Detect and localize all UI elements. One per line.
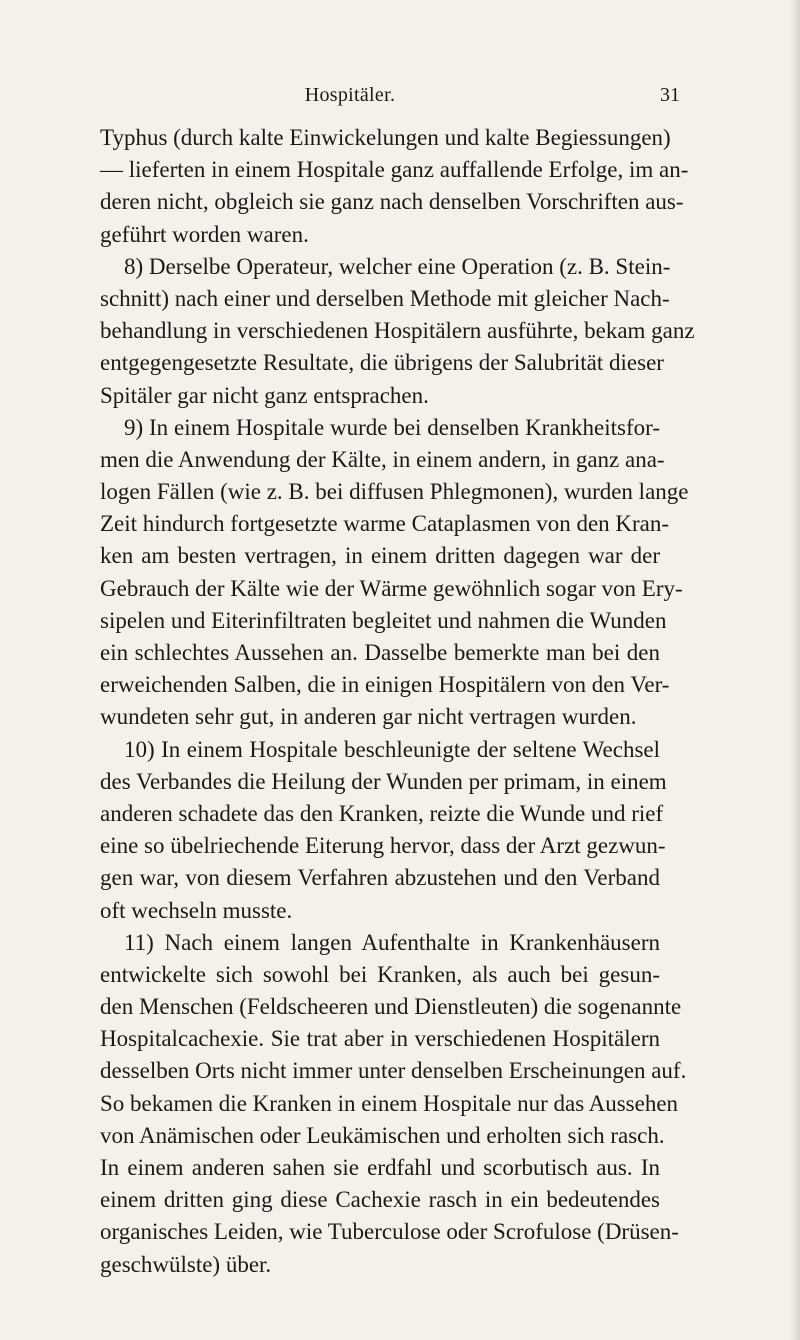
text-line: behandlung in verschiedenen Hospitälern ausführte, bekam ganz	[100, 318, 695, 344]
text-line: In einem anderen sahen sie erdfahl und scorbutisch aus. In	[100, 1155, 660, 1180]
text-line: desselben Orts nicht immer unter denselben Erscheinungen auf.	[100, 1058, 687, 1084]
text-line: — lieferten in einem Hospitale ganz auffallende Erfolge, im an-	[100, 157, 689, 183]
text-line: Gebrauch der Kälte wie der Wärme gewöhnlich sogar von Ery-	[100, 575, 683, 601]
text-line: von Anämischen oder Leukämischen und erholten sich rasch.	[100, 1122, 665, 1148]
text-line: anderen schadete das den Kranken, reizte die Wunde und rief	[100, 800, 664, 826]
text-line: Hospitalcachexie. Sie trat aber in verschiedenen Hospitälern	[100, 1026, 660, 1052]
text-line: schnitt) nach einer und derselben Methode mit gleicher Nach-	[100, 285, 670, 311]
text-line: oft wechseln musste.	[100, 897, 293, 923]
text-line: So bekamen die Kranken in einem Hospitale nur das Aussehen	[100, 1090, 679, 1116]
body-text	[100, 122, 695, 1281]
page-edge-shadow	[790, 0, 800, 1340]
running-head-title: Hospitäler.	[304, 84, 396, 106]
text-line: deren nicht, obgleich sie ganz nach denselben Vorschriften aus-	[100, 189, 684, 215]
text-line: organisches Leiden, wie Tuberculose oder Scrofulose (Drüsen-	[100, 1219, 679, 1245]
text-line: Spitäler gar nicht ganz entsprachen.	[100, 382, 429, 408]
text-line: geschwülste) über.	[100, 1251, 272, 1277]
text-line: einem dritten ging diese Cachexie rasch in ein bedeutendes	[100, 1187, 660, 1213]
text-line: sipelen und Eiterinfiltraten begleitet und nahmen die Wunden	[100, 607, 667, 633]
text-line: Zeit hindurch fortgesetzte warme Cataplasmen von den Kran-	[100, 511, 670, 537]
text-line: erweichenden Salben, die in einigen Hospitälern von den Ver-	[100, 672, 670, 698]
text-line: Typhus (durch kalte Einwickelungen und kalte Begiessungen)	[100, 125, 671, 150]
text-line: ein schlechtes Aussehen an. Dasselbe bemerkte man bei den	[100, 640, 660, 665]
text-line: eine so übelriechende Eiterung hervor, dass der Arzt gezwun-	[100, 833, 666, 859]
text-line: ken am besten vertragen, in einem dritten dagegen war der	[100, 543, 660, 569]
page-number: 31	[660, 84, 680, 106]
text-line: 10) In einem Hospitale beschleunigte der seltene Wechsel	[124, 736, 660, 762]
running-head	[0, 84, 800, 110]
text-line: den Menschen (Feldscheeren und Dienstleuten) die sogenannte	[100, 994, 682, 1020]
text-line: logen Fällen (wie z. B. bei diffusen Phlegmonen), wurden lange	[100, 479, 689, 505]
text-line: geführt worden waren.	[100, 221, 309, 247]
text-line: 9) In einem Hospitale wurde bei denselben Krankheitsfor-	[124, 414, 660, 440]
text-line: gen war, von diesem Verfahren abzustehen und den Verband	[100, 865, 660, 891]
text-line: 11) Nach einem langen Aufenthalte in Krankenhäusern	[124, 929, 660, 955]
text-line: des Verbandes die Heilung der Wunden per primam, in einem	[100, 768, 667, 794]
text-line: wundeten sehr gut, in anderen gar nicht vertragen wurden.	[100, 704, 637, 730]
text-line: entgegengesetzte Resultate, die übrigens der Salubrität dieser	[100, 350, 664, 376]
text-line: 8) Derselbe Operateur, welcher eine Operation (z. B. Stein-	[124, 253, 671, 279]
text-line: entwickelte sich sowohl bei Kranken, als auch bei gesun-	[100, 961, 660, 987]
text-line: men die Anwendung der Kälte, in einem andern, in ganz ana-	[100, 446, 665, 472]
